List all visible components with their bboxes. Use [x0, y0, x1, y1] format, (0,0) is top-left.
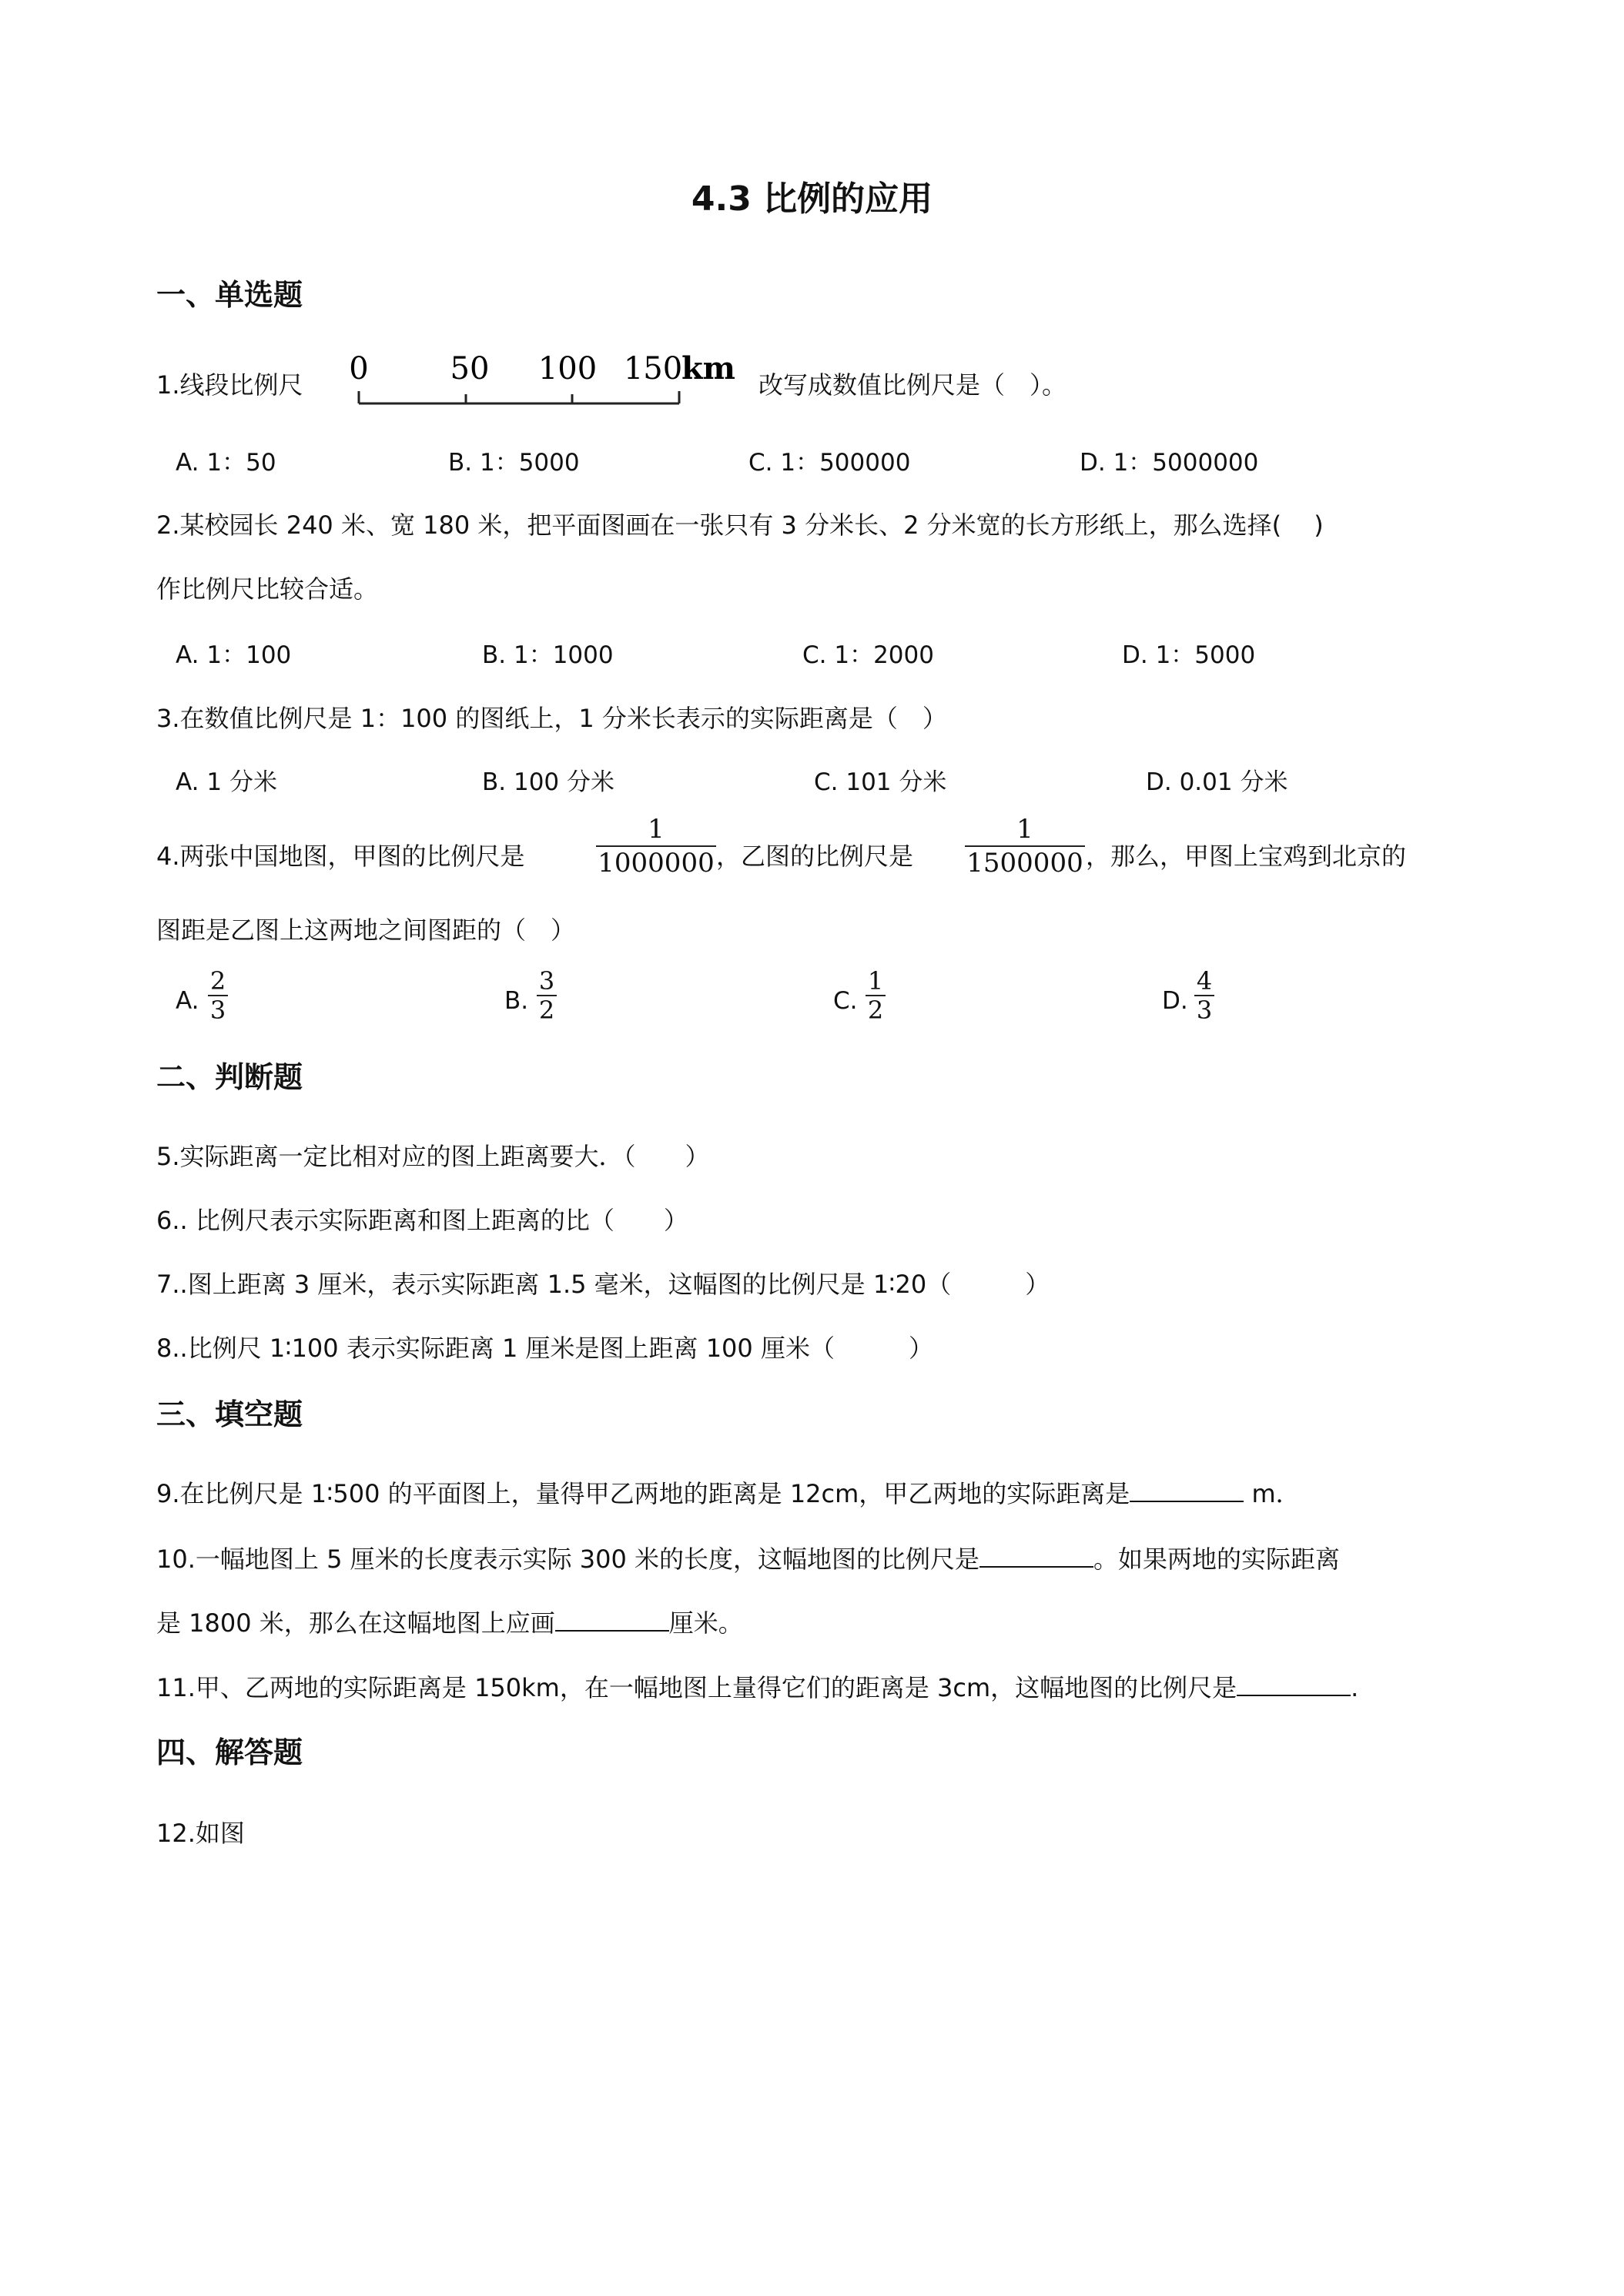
q4-option-d-label: D.	[1162, 987, 1188, 1015]
question-4-part-3: ，那么，甲图上宝鸡到北京的	[1086, 842, 1407, 871]
question-1-text-after: 改写成数值比例尺是（ ）。	[758, 370, 1067, 400]
question-5: 5.实际距离一定比相对应的图上距离要大．（ ）	[156, 1142, 710, 1171]
question-4-part-1: 4.两张中国地图，甲图的比例尺是	[156, 842, 525, 871]
q4-option-a-label: A.	[176, 987, 199, 1015]
section-heading-single-choice: 一、单选题	[156, 278, 303, 312]
q1-option-c[interactable]: C. 1：500000	[748, 449, 911, 477]
q3-option-d[interactable]: D. 0.01 分米	[1146, 768, 1288, 796]
q1-option-d[interactable]: D. 1：5000000	[1080, 449, 1259, 477]
q3-option-c[interactable]: C. 101 分米	[814, 768, 947, 796]
fraction-numerator: 1	[1016, 814, 1033, 845]
q4-option-b[interactable]	[504, 987, 528, 1015]
question-11-text-after: .	[1351, 1673, 1359, 1702]
question-8: 8..比例尺 1∶100 表示实际距离 1 厘米是图上距离 100 厘米（ ）	[156, 1334, 933, 1363]
scale-label-50: 50	[450, 351, 490, 387]
scale-label-unit: km	[681, 350, 736, 387]
fraction-numerator: 1	[648, 814, 665, 845]
q2-option-c[interactable]: C. 1：2000	[802, 641, 934, 669]
question-10-text-after: 。如果两地的实际距离	[1093, 1545, 1341, 1574]
fraction-1-over-1000000	[596, 814, 716, 879]
question-2-line-2: 作比例尺比较合适。	[156, 574, 379, 604]
fraction-numerator: 1	[867, 966, 884, 996]
question-2-line-1: 2.某校园长 240 米、宽 180 米，把平面图画在一张只有 3 分米长、2 分米宽的长方形纸上，那么选择( )	[156, 510, 1324, 540]
q4-option-d-fraction	[1194, 966, 1214, 1025]
q1-option-a[interactable]: A. 1：50	[176, 449, 276, 477]
answer-blank[interactable]	[979, 1543, 1093, 1568]
q4-option-c-label: C.	[833, 987, 858, 1015]
question-10-line-1	[156, 1540, 1340, 1575]
fraction-denominator: 1500000	[966, 848, 1083, 879]
fraction-denominator: 2	[538, 996, 555, 1025]
fraction-denominator: 2	[867, 996, 884, 1025]
q4-option-b-fraction	[537, 966, 557, 1025]
q3-option-a[interactable]: A. 1 分米	[176, 768, 277, 796]
section-heading-fill-in: 三、填空题	[156, 1397, 303, 1431]
q3-option-b[interactable]: B. 100 分米	[482, 768, 614, 796]
q4-option-d[interactable]	[1162, 987, 1188, 1015]
question-1	[156, 366, 303, 401]
q2-option-a[interactable]: A. 1：100	[176, 641, 292, 669]
fraction-1-over-1500000	[965, 814, 1085, 879]
answer-blank[interactable]	[1130, 1478, 1244, 1502]
question-7: 7..图上距离 3 厘米，表示实际距离 1.5 毫米，这幅图的比例尺是 1∶20（ ）	[156, 1270, 1050, 1299]
question-9-text-before: 9.在比例尺是 1∶500 的平面图上，量得甲乙两地的距离是 12cm，甲乙两地的实际距离是	[156, 1479, 1130, 1508]
question-12: 12.如图	[156, 1819, 245, 1848]
section-heading-solve: 四、解答题	[156, 1735, 303, 1769]
fraction-denominator: 3	[1196, 996, 1213, 1025]
answer-blank[interactable]	[1237, 1672, 1351, 1696]
question-3: 3.在数值比例尺是 1：100 的图纸上，1 分米长表示的实际距离是（ ）	[156, 704, 947, 733]
q4-option-c[interactable]	[833, 987, 858, 1015]
fraction-numerator: 3	[538, 966, 555, 996]
question-9-text-after: m．	[1244, 1479, 1301, 1508]
q4-option-b-label: B.	[504, 987, 529, 1015]
q1-option-b[interactable]: B. 1：5000	[448, 449, 580, 477]
q2-option-b[interactable]: B. 1：1000	[482, 641, 614, 669]
page-title: 4.3 比例的应用	[691, 179, 933, 219]
question-1-text-before: 1.线段比例尺	[156, 370, 303, 400]
question-11-text-before: 11.甲、乙两地的实际距离是 150km，在一幅地图上量得它们的距离是 3cm，这幅地图的比例尺是	[156, 1673, 1237, 1702]
question-11	[156, 1668, 1358, 1704]
fraction-denominator: 1000000	[598, 848, 715, 879]
question-10-line-2	[156, 1604, 743, 1639]
q4-option-a-fraction	[208, 966, 228, 1025]
section-heading-true-false: 二、判断题	[156, 1060, 303, 1094]
question-6: 6.. 比例尺表示实际距离和图上距离的比（ ）	[156, 1206, 688, 1235]
question-10-line-2-before: 是 1800 米，那么在这幅地图上应画	[156, 1608, 555, 1638]
q4-option-a[interactable]	[176, 987, 199, 1015]
scale-label-0: 0	[349, 351, 369, 387]
linear-scale-bar	[347, 348, 747, 417]
question-10-line-2-after: 厘米。	[668, 1608, 743, 1638]
fraction-numerator: 2	[209, 966, 226, 996]
q4-option-c-fraction	[866, 966, 886, 1025]
question-10-text-before: 10.一幅地图上 5 厘米的长度表示实际 300 米的长度，这幅地图的比例尺是	[156, 1545, 980, 1574]
fraction-numerator: 4	[1196, 966, 1213, 996]
question-4-line-2: 图距是乙图上这两地之间图距的（ ）	[156, 915, 576, 945]
scale-label-150: 150	[623, 351, 683, 387]
question-4-part-2: ，乙图的比例尺是	[716, 842, 914, 871]
answer-blank[interactable]	[555, 1607, 669, 1632]
question-9	[156, 1474, 1301, 1510]
fraction-denominator: 3	[209, 996, 226, 1025]
scale-label-100: 100	[537, 351, 598, 387]
q2-option-d[interactable]: D. 1：5000	[1122, 641, 1256, 669]
